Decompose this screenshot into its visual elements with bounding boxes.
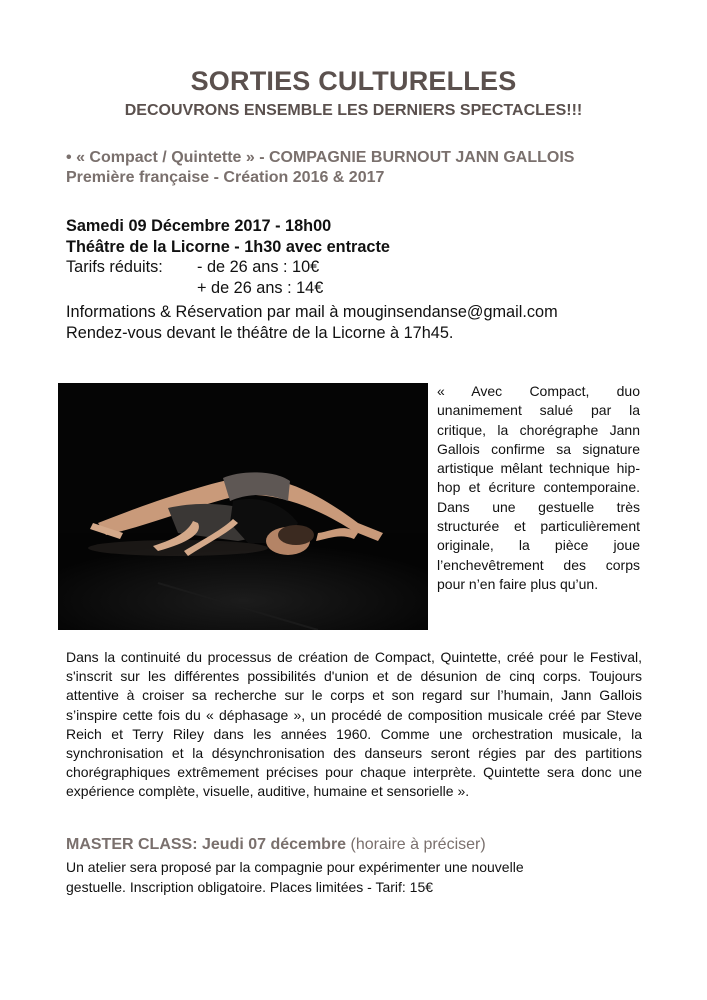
event-date: Samedi 09 Décembre 2017 - 18h00 (66, 217, 332, 235)
master-class-body: Un atelier sera proposé par la compagnie pour expérimenter une nouvelle gestuelle. Inscription obligatoire. Places limitées - Tarif: 15€ (66, 859, 524, 895)
master-class-label: MASTER CLASS: Jeudi 07 décembre (66, 836, 347, 853)
dance-photo-icon (58, 383, 428, 630)
tarif-under-26: - de 26 ans : 10€ (197, 258, 320, 277)
show-subtitle: Première française - Création 2016 & 2017 (66, 169, 385, 186)
master-class-heading (66, 836, 486, 854)
event-info (66, 216, 558, 344)
event-venue: Théâtre de la Licorne - 1h30 avec entracte (66, 237, 390, 256)
show-title-line (66, 148, 574, 168)
page-title: SORTIES CULTURELLES (190, 66, 517, 96)
master-class-note: (horaire à préciser) (350, 836, 486, 853)
description-paragraph: Dans la continuité du processus de création de Compact, Quintette, créé pour le Festival, s'inscrit sur les différentes possibilités d'union et de désunion de cinq corps. Toujours attentive à croiser sa recherche sur le corps et son regard sur l’humain, Jann Gallois s’inspire cette fois du « déphasage », un procédé de composition musicale créé par Steve Reich et Terry Riley dans les années 1960. Comme une orchestration musicale, la synchronisation et la désynchronisation des danseurs seront régies par des partitions chorégraphiques extrêmement précises pour chaque interprète. Quintette sera donc une expérience complète, visuelle, auditive, humaine et sensorielle ». (66, 649, 642, 800)
bullet-icon: • (66, 149, 72, 166)
page-subtitle: DECOUVRONS ENSEMBLE LES DERNIERS SPECTACLES!!! (124, 102, 583, 119)
tarif-row-1 (66, 257, 558, 278)
meeting-info: Rendez-vous devant le théâtre de la Licorne à 17h45. (66, 323, 454, 342)
show-heading (66, 148, 574, 188)
tarif-row-2 (66, 278, 558, 299)
show-title: « Compact / Quintette » - COMPAGNIE BURNOUT JANN GALLOIS (76, 149, 575, 166)
quote-text: « Avec Compact, duo unanimement salué par la critique, la chorégraphe Jann Gallois confirme sa signature artistique mêlant technique hip-hop et écriture contemporaine. Dans une gestuelle très structurée et particulièrement originale, la pièce joue l’enchevêtrement des corps pour n’en faire plus qu’un. (437, 383, 640, 592)
dance-photo (58, 383, 428, 630)
tarifs-label: Tarifs réduits: (66, 258, 163, 277)
reservation-info: Informations & Réservation par mail à mouginsendanse@gmail.com (66, 303, 558, 322)
tarif-over-26: + de 26 ans : 14€ (197, 278, 324, 297)
